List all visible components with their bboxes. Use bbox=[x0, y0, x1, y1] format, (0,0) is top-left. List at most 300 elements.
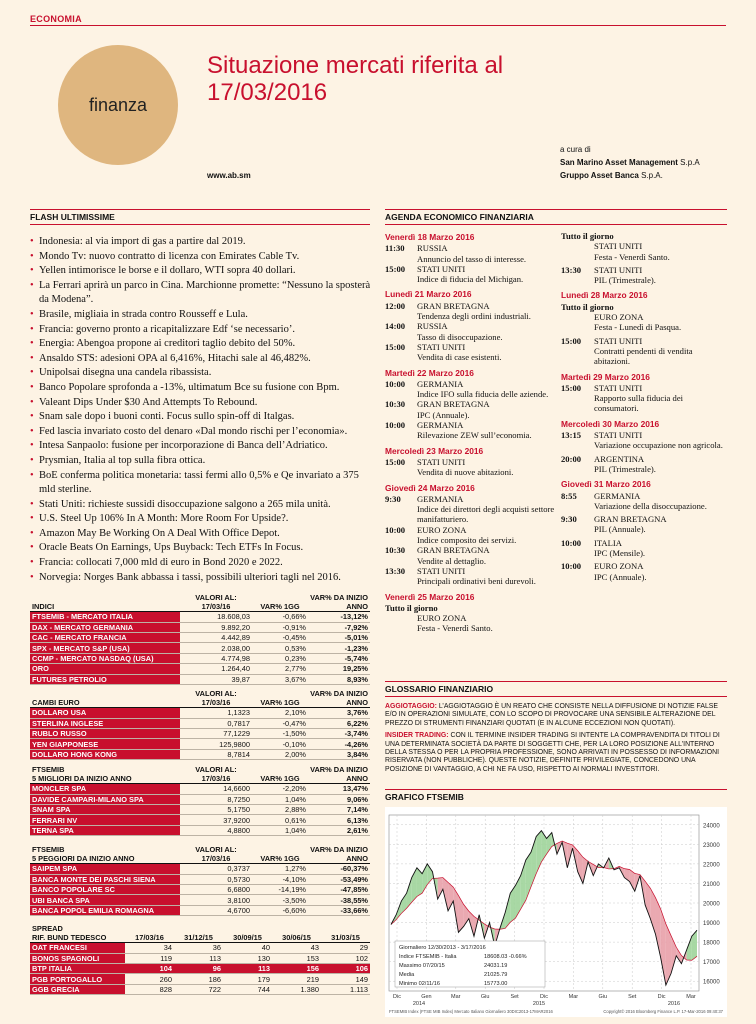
table-row bbox=[30, 874, 370, 884]
agenda-date: Martedì 22 Marzo 2016 bbox=[385, 367, 474, 378]
cell-value: 9,06% bbox=[308, 794, 370, 804]
row-label: ORO bbox=[30, 664, 180, 674]
cell-value: -5,01% bbox=[308, 632, 370, 642]
agenda-event bbox=[385, 457, 555, 478]
flash-item: • Snam sale dopo i buoni conti. Focus sullo spin-off di Italgas. bbox=[30, 410, 375, 425]
curated-by bbox=[560, 143, 700, 182]
agenda-time: 10:00 bbox=[385, 524, 406, 535]
cell-value: 260 bbox=[125, 974, 174, 984]
cell-value: -14,19% bbox=[252, 884, 308, 894]
agenda-description: PIL (Trimestrale). bbox=[594, 275, 656, 286]
flash-item: • Oracle Beats On Earnings, Ups Buyback: Tech ETFs In Focus. bbox=[30, 541, 375, 556]
x-tick-label: Dic bbox=[393, 994, 401, 1000]
agenda-event-body bbox=[417, 301, 531, 322]
section-rule bbox=[30, 25, 726, 26]
agenda-country: GRAN BRETAGNA bbox=[417, 300, 490, 311]
cell-value: 0,3737 bbox=[180, 864, 252, 874]
agenda-date: Mercoledì 23 Marzo 2016 bbox=[385, 445, 484, 456]
x-tick-label: Giu bbox=[480, 994, 490, 1000]
table-header-row bbox=[30, 594, 370, 612]
y-tick-label: 23000 bbox=[703, 842, 720, 849]
agenda-time: 11:30 bbox=[385, 243, 405, 254]
cell-value: 3,67% bbox=[252, 674, 308, 684]
cell-value: 0,5730 bbox=[180, 874, 252, 884]
agenda-event bbox=[385, 399, 555, 420]
table-body bbox=[30, 784, 370, 836]
agenda-event-body bbox=[417, 243, 526, 264]
cell-value: 149 bbox=[321, 974, 370, 984]
table-title-line2: INDICI bbox=[32, 601, 55, 611]
agenda-heading: AGENDA ECONOMICO FINANZIARIA bbox=[385, 212, 727, 225]
cell-value: -60,37% bbox=[308, 864, 370, 874]
agenda-description: IPC (Mensile). bbox=[594, 548, 646, 559]
agenda-time: 9:30 bbox=[385, 493, 401, 504]
agenda-event bbox=[561, 383, 727, 414]
flash-item: • Francia: collocati 7,000 mld di euro in Bond 2020 e 2022. bbox=[30, 556, 375, 571]
column-header: 30/06/15 bbox=[272, 925, 321, 943]
cell-value: 113 bbox=[223, 963, 272, 973]
row-label: FUTURES PETROLIO bbox=[30, 674, 180, 684]
flash-item: • Fed lascia invariato costo del denaro «Dal mondo rischi per l’economia». bbox=[30, 425, 375, 440]
legend-label: Minimo 02/11/16 bbox=[399, 981, 440, 987]
agenda-all-day: Tutto il giorno bbox=[561, 231, 614, 241]
cell-value: 3,76% bbox=[308, 708, 370, 718]
agenda-column-1 bbox=[385, 227, 555, 634]
cell-value: 119 bbox=[125, 953, 174, 963]
cell-value: 77,1229 bbox=[180, 728, 252, 738]
cell-value: 4.442,89 bbox=[180, 632, 252, 642]
cell-value: -0,91% bbox=[252, 622, 308, 632]
agenda-time: 15:00 bbox=[561, 382, 582, 393]
agenda-event bbox=[385, 420, 555, 441]
table-row bbox=[30, 963, 370, 973]
table-body bbox=[30, 864, 370, 916]
agenda-description: Indice di fiducia del Michigan. bbox=[417, 274, 524, 285]
y-tick-label: 24000 bbox=[703, 823, 720, 830]
agenda-time: 10:00 bbox=[561, 561, 582, 572]
cell-value: 13,47% bbox=[308, 784, 370, 794]
agenda-event bbox=[561, 265, 727, 286]
y-tick-label: 22000 bbox=[703, 862, 720, 869]
agenda-event bbox=[385, 613, 555, 634]
row-label: STERLINA INGLESE bbox=[30, 718, 180, 728]
circle-label: finanza bbox=[88, 94, 148, 115]
agenda-column-2 bbox=[561, 227, 727, 585]
column-header: VAR% 1GG bbox=[252, 766, 308, 784]
cell-value: -4,10% bbox=[252, 874, 308, 884]
table-row bbox=[30, 984, 370, 994]
cell-value: 828 bbox=[125, 984, 174, 994]
agenda-time: 13:15 bbox=[561, 430, 582, 441]
agenda-event-body bbox=[594, 383, 727, 414]
cell-value: 102 bbox=[321, 953, 370, 963]
column-header: VAR% 1GG bbox=[252, 594, 308, 612]
y-tick-label: 21000 bbox=[703, 881, 720, 888]
agenda-time: 10:30 bbox=[385, 545, 406, 556]
year-label: 2016 bbox=[667, 1001, 681, 1007]
table-row bbox=[30, 974, 370, 984]
x-tick-label: Giu bbox=[598, 994, 608, 1000]
agenda-event bbox=[561, 336, 727, 367]
glossary-term: INSIDER TRADING: bbox=[385, 732, 449, 740]
curator-2 bbox=[560, 169, 700, 182]
row-label: DOLLARO HONG KONG bbox=[30, 749, 180, 759]
agenda-country: STATI UNITI bbox=[417, 341, 466, 352]
cell-value: 19,25% bbox=[308, 664, 370, 674]
table-title-line2: 5 MIGLIORI DA INIZIO ANNO bbox=[32, 773, 132, 783]
cell-value: -0,66% bbox=[252, 612, 308, 622]
flash-item: • Yellen intimorisce le borse e il dollaro, WTI sopra 40 dollari. bbox=[30, 264, 375, 279]
agenda-date: Lunedì 28 Marzo 2016 bbox=[561, 290, 648, 301]
agenda-country: STATI UNITI bbox=[594, 241, 643, 252]
glossary-entry bbox=[385, 703, 727, 728]
agenda-time: 10:00 bbox=[561, 537, 582, 548]
cell-value: 4.774,98 bbox=[180, 653, 252, 663]
agenda-event-body bbox=[594, 491, 707, 512]
cell-value: 2,00% bbox=[252, 749, 308, 759]
agenda-date: Venerdì 25 Marzo 2016 bbox=[385, 591, 475, 602]
curator-1 bbox=[560, 156, 700, 169]
agenda-event-body bbox=[417, 494, 555, 525]
agenda-event bbox=[561, 312, 727, 333]
cell-value: 125,9800 bbox=[180, 739, 252, 749]
legend-value: 18608.03 -0.66% bbox=[484, 954, 527, 960]
table-row bbox=[30, 804, 370, 814]
agenda-description: Variazione della disoccupazione. bbox=[594, 500, 707, 511]
agenda-country: EURO ZONA bbox=[594, 312, 644, 323]
glossary-entry bbox=[385, 732, 727, 774]
agenda-event bbox=[385, 301, 555, 322]
table-title bbox=[30, 594, 180, 612]
y-tick-label: 19000 bbox=[703, 921, 720, 928]
agenda-event-body bbox=[594, 430, 723, 451]
migliori-table bbox=[30, 766, 370, 836]
table-row bbox=[30, 728, 370, 738]
agenda-time: 15:00 bbox=[385, 263, 406, 274]
cell-value: 39,87 bbox=[180, 674, 252, 684]
row-label: DAVIDE CAMPARI-MILANO SPA bbox=[30, 794, 180, 804]
row-label: RUBLO RUSSO bbox=[30, 728, 180, 738]
cell-value: 4,6700 bbox=[180, 905, 252, 915]
cell-value: 130 bbox=[223, 953, 272, 963]
table-title-line1: FTSEMIB bbox=[32, 845, 65, 854]
flash-item: • U.S. Steel Up 106% In A Month: More Room For Upside?. bbox=[30, 512, 375, 527]
table-row bbox=[30, 739, 370, 749]
cell-value: 0,61% bbox=[252, 815, 308, 825]
column-header: VAR% 1GG bbox=[252, 846, 308, 864]
agenda-event bbox=[385, 342, 555, 363]
table-row bbox=[30, 953, 370, 963]
agenda-country: GRAN BRETAGNA bbox=[417, 545, 490, 556]
agenda-description: Annuncio del tasso di interesse. bbox=[417, 253, 527, 264]
agenda-country: STATI UNITI bbox=[594, 430, 643, 441]
agenda-event-body bbox=[594, 241, 670, 262]
legend-label: Giornaliero 12/30/2013 - 3/17/2016 bbox=[399, 945, 486, 951]
cell-value: 153 bbox=[272, 953, 321, 963]
glossary-text: L’AGGIOTAGGIO È UN REATO CHE CONSISTE NELLA DIFFUSIONE DI NOTIZIE FALSE E/O IN OPERAZIONI SIMULATE, CON LO SCOPO DI PROVOCARE UNA SENSIBILE ALTERAZIONE DEL PREZZO DI STRUMENTI FINANZIARI QUOTATI (E IN ALCUNE ECCEZIONI NON QUOTATI). bbox=[385, 703, 718, 727]
flash-item: • Banco Popolare sprofonda a -13%, ultimatum Bce su fusione con Bpm. bbox=[30, 381, 375, 396]
table-row bbox=[30, 749, 370, 759]
agenda-country: STATI UNITI bbox=[417, 565, 466, 576]
row-label: FERRARI NV bbox=[30, 815, 180, 825]
agenda-event-body bbox=[594, 514, 667, 535]
cell-value: 36 bbox=[174, 943, 223, 953]
cell-value: 104 bbox=[125, 963, 174, 973]
cell-value: -0,47% bbox=[252, 718, 308, 728]
cell-value: -3,50% bbox=[252, 895, 308, 905]
flash-item: • Mondo Tv: nuovo contratto di licenza con Emirates Cable Tv. bbox=[30, 250, 375, 265]
agenda-time: 10:30 bbox=[385, 399, 406, 410]
x-tick-label: Set bbox=[510, 994, 519, 1000]
row-label: BANCO POPOLARE SC bbox=[30, 884, 180, 894]
row-label: UBI BANCA SPA bbox=[30, 895, 180, 905]
agenda-country: GERMANIA bbox=[417, 420, 464, 431]
cell-value: 2,61% bbox=[308, 825, 370, 835]
table-header bbox=[30, 846, 370, 864]
agenda-event bbox=[385, 525, 555, 546]
agenda-country: RUSSIA bbox=[417, 321, 448, 332]
cell-value: 1.113 bbox=[321, 984, 370, 994]
table-row bbox=[30, 895, 370, 905]
cell-value: 1,27% bbox=[252, 864, 308, 874]
cell-value: 96 bbox=[174, 963, 223, 973]
ftsemib-chart bbox=[385, 807, 727, 1017]
agenda-time bbox=[561, 241, 594, 262]
flash-item: • Indonesia: al via import di gas a partire dal 2019. bbox=[30, 235, 375, 250]
cell-value: 6,13% bbox=[308, 815, 370, 825]
cell-value: 14,6600 bbox=[180, 784, 252, 794]
agenda-event-body bbox=[417, 613, 493, 634]
agenda-event-body bbox=[594, 561, 647, 582]
table-title bbox=[30, 690, 180, 708]
curator-1-suffix: S.p.A bbox=[677, 158, 700, 167]
column-header: VAR% DA INIZIO ANNO bbox=[308, 594, 370, 612]
flash-item: • Francia: governo pronto a ricapitalizzare Edf ‘se necessario’. bbox=[30, 323, 375, 338]
table-header bbox=[30, 594, 370, 612]
cell-value: 29 bbox=[321, 943, 370, 953]
section-tag: ECONOMIA bbox=[30, 14, 82, 24]
table-row bbox=[30, 864, 370, 874]
cell-value: -6,60% bbox=[252, 905, 308, 915]
cell-value: 2,77% bbox=[252, 664, 308, 674]
row-label: BANCA MONTE DEI PASCHI SIENA bbox=[30, 874, 180, 884]
legend-label: Indice FTSEMIB - Italia bbox=[399, 954, 457, 960]
flash-item: • Amazon May Be Working On A Deal With Office Depot. bbox=[30, 527, 375, 542]
glossary-text: CON IL TERMINE INSIDER TRADING SI INTENTE LA COMPRAVENDITA DI TITOLI DI UNA DETERMINATA SOCIETÀ DA PARTE DI SOGGETTI CHE, PER LA LORO POSIZIONE ALL’INTERNO DELLA STESSA O PER LA PROPRIA PROFESSIONE, SONO ARRIVATI IN POSSESSO DI INFORMAZIONI RISERVATA (NON PUBBLICHE). QUESTE NOTIZIE, DEFINITE PRIVILEGIATE, CONCEDONO UNA POSIZIONE DI VANTAGGIO, A CHI NE FA USO, RISPETTO AI NORMALI INVESTITORI. bbox=[385, 732, 720, 773]
cell-value: 37,9200 bbox=[180, 815, 252, 825]
table-title-line2: 5 PEGGIORI DA INIZIO ANNO bbox=[32, 853, 135, 863]
website-link[interactable]: www.ab.sm bbox=[207, 171, 251, 180]
cell-value: 8,93% bbox=[308, 674, 370, 684]
table-header-row bbox=[30, 766, 370, 784]
table-title-line1: SPREAD bbox=[32, 924, 63, 933]
agenda-description: PIL (Annuale). bbox=[594, 524, 646, 535]
agenda-country: RUSSIA bbox=[417, 243, 448, 254]
agenda-country: EURO ZONA bbox=[417, 524, 467, 535]
agenda-event-body bbox=[417, 420, 532, 441]
cell-value: 2,88% bbox=[252, 804, 308, 814]
agenda-country: GERMANIA bbox=[594, 490, 641, 501]
row-label: TERNA SPA bbox=[30, 825, 180, 835]
cell-value: 722 bbox=[174, 984, 223, 994]
agenda-description: Rapporto sulla fiducia dei consumatori. bbox=[594, 393, 684, 414]
agenda-country: ITALIA bbox=[594, 537, 622, 548]
agenda-description: Festa - Lunedì di Pasqua. bbox=[594, 322, 682, 333]
agenda-time bbox=[561, 312, 594, 333]
table-row bbox=[30, 708, 370, 718]
column-header: 17/03/16 bbox=[125, 925, 174, 943]
curator-2-suffix: S.p.A. bbox=[638, 171, 663, 180]
curator-1-name: San Marino Asset Management bbox=[560, 158, 678, 167]
agenda-country: GRAN BRETAGNA bbox=[594, 514, 667, 525]
row-label: BTP ITALIA bbox=[30, 963, 125, 973]
cell-value: -0,45% bbox=[252, 632, 308, 642]
agenda-event bbox=[561, 454, 727, 475]
cell-value: 4,8800 bbox=[180, 825, 252, 835]
chart-heading: GRAFICO FTSEMIB bbox=[385, 792, 727, 804]
cell-value: 8,7814 bbox=[180, 749, 252, 759]
flash-heading: FLASH ULTIMISSIME bbox=[30, 212, 370, 225]
legend-label: Media bbox=[399, 972, 415, 978]
flash-item: • Unipolsai disegna una candela ribassista. bbox=[30, 366, 375, 381]
flash-item: • Stati Uniti: richieste sussidi disoccupazione salgono a 265 mila unità. bbox=[30, 498, 375, 513]
row-label: SPX - MERCATO S&P (USA) bbox=[30, 643, 180, 653]
x-tick-label: Mar bbox=[686, 994, 696, 1000]
cell-value: -2,20% bbox=[252, 784, 308, 794]
column-header: 31/03/15 bbox=[321, 925, 370, 943]
table-row bbox=[30, 622, 370, 632]
cell-value: 9.892,20 bbox=[180, 622, 252, 632]
table-row bbox=[30, 632, 370, 642]
x-tick-label: Mar bbox=[451, 994, 461, 1000]
agenda-description: IPC (Annuale). bbox=[417, 409, 470, 420]
agenda-description: Vendita di case esistenti. bbox=[417, 352, 502, 363]
table-header-row bbox=[30, 846, 370, 864]
agenda-time: 15:00 bbox=[385, 341, 406, 352]
legend-label: Massimo 07/20/15 bbox=[399, 963, 445, 969]
row-label: SAIPEM SPA bbox=[30, 864, 180, 874]
row-label: OAT FRANCESI bbox=[30, 943, 125, 953]
cell-value: 6,22% bbox=[308, 718, 370, 728]
agenda-time: 13:30 bbox=[385, 565, 406, 576]
flash-item: • La Ferrari aprirà un parco in Cina. Marchionne promette: “Nessuno la sposterà da Modena”. bbox=[30, 279, 375, 308]
x-tick-label: Mar bbox=[568, 994, 579, 1000]
flash-item: • Prysmian, Italia al top sulla fibra ottica. bbox=[30, 454, 375, 469]
agenda-description: Indice composito dei servizi. bbox=[417, 535, 517, 546]
cell-value: -7,92% bbox=[308, 622, 370, 632]
cell-value: -47,85% bbox=[308, 884, 370, 894]
cell-value: 43 bbox=[272, 943, 321, 953]
table-title bbox=[30, 925, 125, 943]
cell-value: 219 bbox=[272, 974, 321, 984]
column-header: VAR% DA INIZIO ANNO bbox=[308, 846, 370, 864]
agenda-event-body bbox=[417, 566, 536, 587]
agenda-date: Venerdì 18 Marzo 2016 bbox=[385, 232, 475, 242]
agenda-description: Rilevazione ZEW sull’economia. bbox=[417, 430, 532, 441]
agenda-date: Lunedì 21 Marzo 2016 bbox=[385, 289, 472, 300]
flash-item: • Norvegia: Norges Bank abbassa i tassi, possibili ulteriori tagli nel 2016. bbox=[30, 571, 375, 586]
agenda-description: Principali ordinativi beni durevoli. bbox=[417, 576, 536, 587]
agenda-event bbox=[385, 321, 555, 342]
agenda-description: Tasso di disoccupazione. bbox=[417, 331, 503, 342]
flash-item: • BoE conferma politica monetaria: tassi fermi allo 0,5% e Qe invariato a 375 mld sterline. bbox=[30, 469, 375, 498]
agenda-event bbox=[385, 243, 555, 264]
year-label: 2014 bbox=[412, 1001, 426, 1007]
spread-table bbox=[30, 925, 370, 995]
table-title-line1: FTSEMIB bbox=[32, 765, 65, 774]
agenda-country: GERMANIA bbox=[417, 493, 464, 504]
agenda-event-body bbox=[594, 312, 681, 333]
row-label: CCMP - MERCATO NASDAQ (USA) bbox=[30, 653, 180, 663]
cell-value: 3,8100 bbox=[180, 895, 252, 905]
table-header bbox=[30, 766, 370, 784]
table-row bbox=[30, 784, 370, 794]
agenda-event bbox=[385, 566, 555, 587]
x-tick-label: Set bbox=[628, 994, 637, 1000]
cell-value: -0,10% bbox=[252, 739, 308, 749]
agenda-description: Vendita di nuove abitazioni. bbox=[417, 467, 514, 478]
table-body bbox=[30, 612, 370, 685]
agenda-event bbox=[561, 538, 727, 559]
table-row bbox=[30, 653, 370, 663]
y-tick-label: 16000 bbox=[703, 979, 720, 986]
glossary-heading: GLOSSARIO FINANZIARIO bbox=[385, 684, 727, 697]
flash-item: • Brasile, migliaia in strada contro Rousseff e Lula. bbox=[30, 308, 375, 323]
chart-copyright: Copyright© 2016 Bloomberg Finance L.P. 17-Mar-2016 09:40:37 bbox=[603, 1009, 723, 1014]
peggiori-table bbox=[30, 846, 370, 916]
chart-svg bbox=[385, 807, 727, 1017]
agenda-country: GRAN BRETAGNA bbox=[417, 399, 490, 410]
agenda-date: Giovedì 31 Marzo 2016 bbox=[561, 479, 651, 490]
cell-value: -38,55% bbox=[308, 895, 370, 905]
y-tick-label: 18000 bbox=[703, 940, 720, 947]
cell-value: 6,6800 bbox=[180, 884, 252, 894]
cell-value: -33,66% bbox=[308, 905, 370, 915]
agenda-event-body bbox=[417, 264, 523, 285]
cell-value: 1,04% bbox=[252, 825, 308, 835]
table-row bbox=[30, 794, 370, 804]
column-header: 31/12/15 bbox=[174, 925, 223, 943]
glossary-term: AGGIOTAGGIO: bbox=[385, 703, 437, 710]
table-row bbox=[30, 612, 370, 622]
agenda-description: Indice IFO sulla fiducia delle aziende. bbox=[417, 389, 549, 400]
agenda-event bbox=[385, 379, 555, 400]
table-row bbox=[30, 674, 370, 684]
glossary bbox=[385, 703, 727, 778]
agenda-date: Mercoledì 30 Marzo 2016 bbox=[561, 418, 660, 429]
x-tick-label: Dic bbox=[657, 994, 666, 1000]
cell-value: 1,1323 bbox=[180, 708, 252, 718]
agenda-description: IPC (Annuale). bbox=[594, 571, 647, 582]
agenda-description: Vendite al dettaglio. bbox=[417, 555, 486, 566]
agenda-date: Giovedì 24 Marzo 2016 bbox=[385, 482, 475, 493]
agenda-time: 10:00 bbox=[385, 378, 406, 389]
column-header: VALORI AL: 17/03/16 bbox=[180, 766, 252, 784]
row-label: DOLLARO USA bbox=[30, 708, 180, 718]
legend-value: 24031.19 bbox=[484, 963, 508, 969]
table-header-row bbox=[30, 925, 370, 943]
agenda-description: Tendenza degli ordini industriali. bbox=[417, 311, 531, 322]
cell-value: 1,04% bbox=[252, 794, 308, 804]
row-label: SNAM SPA bbox=[30, 804, 180, 814]
table-row bbox=[30, 718, 370, 728]
cell-value: 18.608,03 bbox=[180, 612, 252, 622]
agenda-country: GERMANIA bbox=[417, 378, 464, 389]
row-label: FTSEMIB - MERCATO ITALIA bbox=[30, 612, 180, 622]
agenda-description: Contratti pendenti di vendita abitazioni. bbox=[594, 345, 693, 367]
indici-table bbox=[30, 594, 370, 685]
agenda-description: Variazione occupazione non agricola. bbox=[594, 440, 723, 451]
